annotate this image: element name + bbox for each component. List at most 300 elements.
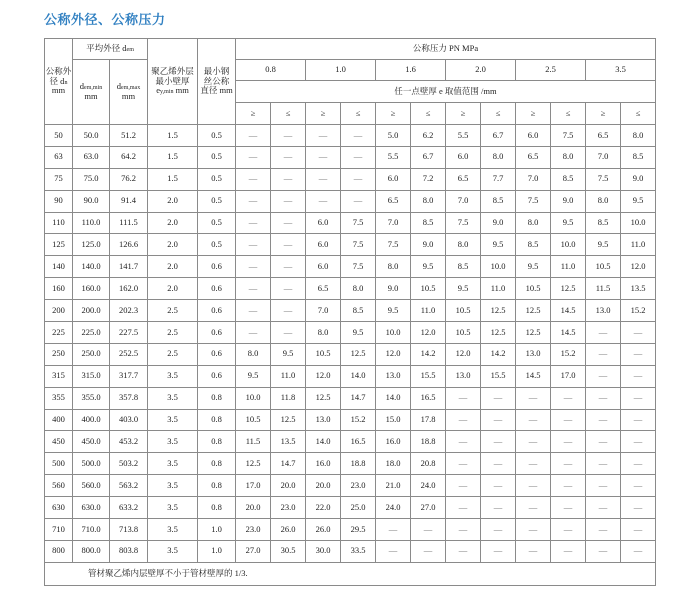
table-cell: 13.0 bbox=[446, 365, 481, 387]
table-cell: 252.5 bbox=[110, 343, 148, 365]
table-cell: 25.0 bbox=[341, 497, 376, 519]
table-cell: 713.8 bbox=[110, 519, 148, 541]
table-cell: 9.5 bbox=[481, 234, 516, 256]
table-cell: 12.5 bbox=[551, 278, 586, 300]
table-cell: — bbox=[271, 234, 306, 256]
table-cell: 141.7 bbox=[110, 256, 148, 278]
table-cell: 355.0 bbox=[73, 387, 110, 409]
table-cell: 2.5 bbox=[148, 322, 198, 344]
table-cell: 8.5 bbox=[586, 212, 621, 234]
table-cell: 14.5 bbox=[551, 322, 586, 344]
table-cell: 90.0 bbox=[73, 190, 110, 212]
table-cell: — bbox=[271, 278, 306, 300]
table-cell: 15.2 bbox=[341, 409, 376, 431]
table-cell: 11.5 bbox=[586, 278, 621, 300]
table-cell: 8.0 bbox=[481, 146, 516, 168]
table-cell: 315.0 bbox=[73, 365, 110, 387]
table-cell: 10.0 bbox=[236, 387, 271, 409]
table-cell: 9.5 bbox=[621, 190, 656, 212]
table-cell: 26.0 bbox=[306, 519, 341, 541]
table-cell: 125.0 bbox=[73, 234, 110, 256]
table-cell: 91.4 bbox=[110, 190, 148, 212]
table-cell: 51.2 bbox=[110, 125, 148, 147]
table-cell: 10.0 bbox=[551, 234, 586, 256]
table-cell: 15.2 bbox=[551, 343, 586, 365]
table-cell: 503.2 bbox=[110, 453, 148, 475]
table-cell: 23.0 bbox=[271, 497, 306, 519]
table-cell: 0.6 bbox=[198, 278, 236, 300]
table-cell: 15.0 bbox=[376, 409, 411, 431]
table-cell: 250 bbox=[45, 343, 73, 365]
table-cell: 14.2 bbox=[481, 343, 516, 365]
table-cell: — bbox=[516, 431, 551, 453]
table-cell: 630 bbox=[45, 497, 73, 519]
table-cell: 11.5 bbox=[236, 431, 271, 453]
table-row bbox=[45, 300, 656, 322]
table-cell: — bbox=[516, 387, 551, 409]
table-cell: 7.5 bbox=[376, 234, 411, 256]
table-cell: 3.5 bbox=[148, 453, 198, 475]
table-cell: 9.5 bbox=[376, 300, 411, 322]
table-cell: 10.5 bbox=[516, 278, 551, 300]
table-cell: 26.0 bbox=[271, 519, 306, 541]
table-cell: 126.6 bbox=[110, 234, 148, 256]
table-cell: 0.6 bbox=[198, 300, 236, 322]
table-cell: 630.0 bbox=[73, 497, 110, 519]
table-cell: — bbox=[236, 146, 271, 168]
table-cell: 225 bbox=[45, 322, 73, 344]
table-cell: 11.8 bbox=[271, 387, 306, 409]
table-cell: — bbox=[516, 519, 551, 541]
table-cell: 500.0 bbox=[73, 453, 110, 475]
table-cell: 2.5 bbox=[148, 343, 198, 365]
table-cell: 0.5 bbox=[198, 212, 236, 234]
table-cell: 3.5 bbox=[148, 497, 198, 519]
table-cell: 8.0 bbox=[516, 212, 551, 234]
table-cell: 64.2 bbox=[110, 146, 148, 168]
table-cell: 7.5 bbox=[586, 168, 621, 190]
table-cell: — bbox=[341, 125, 376, 147]
table-cell: 7.5 bbox=[341, 212, 376, 234]
table-cell: — bbox=[341, 146, 376, 168]
table-row bbox=[45, 322, 656, 344]
table-cell: 8.0 bbox=[341, 278, 376, 300]
table-row bbox=[45, 125, 656, 147]
table-cell: 6.5 bbox=[306, 278, 341, 300]
table-cell: 6.7 bbox=[411, 146, 446, 168]
table-cell: 15.5 bbox=[481, 365, 516, 387]
table-cell: — bbox=[271, 190, 306, 212]
table-cell: 12.5 bbox=[481, 322, 516, 344]
table-cell: 13.0 bbox=[586, 300, 621, 322]
header-wall-range: 任一点壁厚 e 取值范围 /mm bbox=[236, 81, 656, 103]
table-cell: 18.8 bbox=[341, 453, 376, 475]
table-cell: — bbox=[306, 168, 341, 190]
table-cell: 16.0 bbox=[306, 453, 341, 475]
table-cell: 10.5 bbox=[236, 409, 271, 431]
min-symbol: ≥ bbox=[306, 103, 341, 125]
table-cell: — bbox=[621, 365, 656, 387]
header-avg-od: 平均外径 dem bbox=[73, 39, 148, 60]
table-cell: 2.5 bbox=[148, 300, 198, 322]
table-cell: 8.5 bbox=[621, 146, 656, 168]
table-cell: 800.0 bbox=[73, 540, 110, 562]
table-cell: — bbox=[481, 387, 516, 409]
min-symbol: ≥ bbox=[516, 103, 551, 125]
min-symbol: ≥ bbox=[586, 103, 621, 125]
table-cell: — bbox=[341, 168, 376, 190]
max-symbol: ≤ bbox=[341, 103, 376, 125]
table-cell: — bbox=[516, 453, 551, 475]
page-title: 公称外径、公称压力 bbox=[44, 13, 166, 28]
table-cell: 111.5 bbox=[110, 212, 148, 234]
table-cell: — bbox=[271, 256, 306, 278]
table-cell: — bbox=[586, 519, 621, 541]
footnote: 管材聚乙烯内层壁厚不小于管材壁厚的 1/3. bbox=[45, 562, 656, 585]
table-cell: — bbox=[236, 278, 271, 300]
table-cell: 1.0 bbox=[198, 540, 236, 562]
table-cell: 0.8 bbox=[198, 387, 236, 409]
table-cell: — bbox=[236, 168, 271, 190]
table-cell: 8.5 bbox=[481, 190, 516, 212]
table-row bbox=[45, 497, 656, 519]
table-row bbox=[45, 146, 656, 168]
table-cell: 200 bbox=[45, 300, 73, 322]
table-cell: — bbox=[446, 497, 481, 519]
table-cell: 8.5 bbox=[411, 212, 446, 234]
table-cell: 400 bbox=[45, 409, 73, 431]
table-cell: 12.0 bbox=[411, 322, 446, 344]
table-cell: — bbox=[586, 365, 621, 387]
table-cell: 8.5 bbox=[341, 300, 376, 322]
table-cell: — bbox=[621, 431, 656, 453]
table-cell: 12.5 bbox=[271, 409, 306, 431]
table-cell: — bbox=[446, 475, 481, 497]
table-cell: — bbox=[551, 431, 586, 453]
table-cell: 0.8 bbox=[198, 431, 236, 453]
table-cell: 0.8 bbox=[198, 475, 236, 497]
table-cell: 17.0 bbox=[551, 365, 586, 387]
table-cell: 22.0 bbox=[306, 497, 341, 519]
table-cell: 0.8 bbox=[198, 453, 236, 475]
table-cell: — bbox=[621, 322, 656, 344]
table-cell: 12.0 bbox=[446, 343, 481, 365]
table-cell: 7.0 bbox=[586, 146, 621, 168]
table-row bbox=[45, 431, 656, 453]
table-cell: 6.5 bbox=[446, 168, 481, 190]
table-cell: — bbox=[516, 409, 551, 431]
table-row bbox=[45, 168, 656, 190]
max-symbol: ≤ bbox=[621, 103, 656, 125]
table-cell: 20.8 bbox=[411, 453, 446, 475]
table-cell: 162.0 bbox=[110, 278, 148, 300]
table-cell: — bbox=[236, 322, 271, 344]
table-cell: 3.5 bbox=[148, 519, 198, 541]
table-cell: — bbox=[411, 519, 446, 541]
table-cell: 13.0 bbox=[376, 365, 411, 387]
table-row bbox=[45, 540, 656, 562]
table-row bbox=[45, 365, 656, 387]
table-cell: 16.5 bbox=[411, 387, 446, 409]
table-cell: 14.7 bbox=[271, 453, 306, 475]
table-cell: — bbox=[236, 300, 271, 322]
table-row bbox=[45, 234, 656, 256]
table-cell: 50.0 bbox=[73, 125, 110, 147]
table-cell: 315 bbox=[45, 365, 73, 387]
table-row bbox=[45, 278, 656, 300]
header-dmax: dem,max mm bbox=[110, 60, 148, 125]
table-cell: — bbox=[446, 387, 481, 409]
table-cell: 9.0 bbox=[376, 278, 411, 300]
table-cell: 12.5 bbox=[236, 453, 271, 475]
table-cell: 9.0 bbox=[551, 190, 586, 212]
table-cell: 10.5 bbox=[446, 300, 481, 322]
table-cell: 7.5 bbox=[516, 190, 551, 212]
table-row bbox=[45, 475, 656, 497]
table-cell: 140.0 bbox=[73, 256, 110, 278]
table-cell: 15.2 bbox=[621, 300, 656, 322]
table-cell: 710 bbox=[45, 519, 73, 541]
table-cell: 10.5 bbox=[446, 322, 481, 344]
table-cell: 1.0 bbox=[198, 519, 236, 541]
table-cell: 8.5 bbox=[516, 234, 551, 256]
table-cell: 6.0 bbox=[516, 125, 551, 147]
table-cell: 140 bbox=[45, 256, 73, 278]
table-cell: 5.5 bbox=[446, 125, 481, 147]
table-cell: 357.8 bbox=[110, 387, 148, 409]
table-cell: 13.5 bbox=[621, 278, 656, 300]
table-cell: 21.0 bbox=[376, 475, 411, 497]
table-cell: 0.6 bbox=[198, 322, 236, 344]
table-cell: 76.2 bbox=[110, 168, 148, 190]
max-symbol: ≤ bbox=[271, 103, 306, 125]
table-cell: 8.0 bbox=[621, 125, 656, 147]
table-cell: 12.5 bbox=[341, 343, 376, 365]
table-cell: 450 bbox=[45, 431, 73, 453]
table-cell: 17.0 bbox=[236, 475, 271, 497]
table-cell: 6.7 bbox=[481, 125, 516, 147]
table-cell: — bbox=[586, 497, 621, 519]
header-steel-wire: 最小钢 丝公称 直径 mm bbox=[198, 39, 236, 125]
table-cell: 2.0 bbox=[148, 234, 198, 256]
table-cell: 0.5 bbox=[198, 234, 236, 256]
table-cell: 20.0 bbox=[306, 475, 341, 497]
table-cell: — bbox=[481, 409, 516, 431]
table-cell: 27.0 bbox=[236, 540, 271, 562]
table-cell: 13.0 bbox=[306, 409, 341, 431]
table-cell: — bbox=[621, 387, 656, 409]
table-cell: 403.0 bbox=[110, 409, 148, 431]
table-cell: 0.5 bbox=[198, 190, 236, 212]
table-cell: 12.5 bbox=[306, 387, 341, 409]
table-cell: 11.0 bbox=[621, 234, 656, 256]
table-cell: 8.0 bbox=[446, 234, 481, 256]
table-cell: 16.5 bbox=[341, 431, 376, 453]
table-cell: 12.5 bbox=[516, 300, 551, 322]
table-cell: — bbox=[481, 475, 516, 497]
table-cell: — bbox=[306, 190, 341, 212]
table-row bbox=[45, 343, 656, 365]
table-cell: — bbox=[551, 453, 586, 475]
table-cell: 7.2 bbox=[411, 168, 446, 190]
table-cell: 15.5 bbox=[411, 365, 446, 387]
table-cell: — bbox=[621, 497, 656, 519]
min-symbol: ≥ bbox=[446, 103, 481, 125]
header-dmin: dem,min mm bbox=[73, 60, 110, 125]
table-row bbox=[45, 387, 656, 409]
table-cell: 225.0 bbox=[73, 322, 110, 344]
table-cell: 563.2 bbox=[110, 475, 148, 497]
table-cell: — bbox=[621, 343, 656, 365]
table-cell: 7.0 bbox=[516, 168, 551, 190]
table-cell: 12.0 bbox=[376, 343, 411, 365]
table-cell: 30.0 bbox=[306, 540, 341, 562]
table-cell: 10.5 bbox=[586, 256, 621, 278]
table-cell: 2.0 bbox=[148, 190, 198, 212]
table-cell: — bbox=[481, 453, 516, 475]
table-cell: 560.0 bbox=[73, 475, 110, 497]
table-cell: — bbox=[586, 409, 621, 431]
table-cell: — bbox=[271, 322, 306, 344]
table-cell: 8.0 bbox=[236, 343, 271, 365]
table-cell: 11.0 bbox=[271, 365, 306, 387]
table-cell: 1.5 bbox=[148, 168, 198, 190]
table-cell: 7.5 bbox=[341, 256, 376, 278]
table-cell: 110.0 bbox=[73, 212, 110, 234]
table-cell: 14.0 bbox=[341, 365, 376, 387]
table-cell: 18.8 bbox=[411, 431, 446, 453]
table-cell: — bbox=[411, 540, 446, 562]
table-cell: — bbox=[236, 212, 271, 234]
table-cell: 400.0 bbox=[73, 409, 110, 431]
table-cell: — bbox=[376, 540, 411, 562]
table-cell: — bbox=[586, 343, 621, 365]
table-cell: 227.5 bbox=[110, 322, 148, 344]
table-cell: 7.5 bbox=[446, 212, 481, 234]
table-cell: 803.8 bbox=[110, 540, 148, 562]
table-cell: 9.5 bbox=[271, 343, 306, 365]
max-symbol: ≤ bbox=[481, 103, 516, 125]
table-cell: — bbox=[551, 387, 586, 409]
table-cell: 14.7 bbox=[341, 387, 376, 409]
table-cell: 9.5 bbox=[411, 256, 446, 278]
table-cell: — bbox=[236, 256, 271, 278]
table-cell: 18.0 bbox=[376, 453, 411, 475]
table-cell: 202.3 bbox=[110, 300, 148, 322]
table-cell: — bbox=[586, 475, 621, 497]
table-cell: 23.0 bbox=[236, 519, 271, 541]
table-cell: 8.0 bbox=[376, 256, 411, 278]
table-row bbox=[45, 256, 656, 278]
table-cell: 7.7 bbox=[481, 168, 516, 190]
table-cell: 3.5 bbox=[148, 540, 198, 562]
table-cell: 5.5 bbox=[376, 146, 411, 168]
table-cell: 9.5 bbox=[551, 212, 586, 234]
table-cell: 0.6 bbox=[198, 365, 236, 387]
table-cell: — bbox=[621, 409, 656, 431]
spec-table bbox=[44, 38, 656, 586]
table-cell: 10.0 bbox=[481, 256, 516, 278]
table-cell: — bbox=[621, 519, 656, 541]
table-cell: 0.8 bbox=[198, 409, 236, 431]
table-cell: 6.0 bbox=[376, 168, 411, 190]
table-cell: — bbox=[446, 453, 481, 475]
min-symbol: ≥ bbox=[236, 103, 271, 125]
table-row bbox=[45, 453, 656, 475]
table-cell: 2.0 bbox=[148, 256, 198, 278]
table-cell: 14.5 bbox=[551, 300, 586, 322]
table-cell: — bbox=[481, 519, 516, 541]
table-cell: — bbox=[551, 497, 586, 519]
table-cell: — bbox=[516, 540, 551, 562]
table-cell: 3.5 bbox=[148, 409, 198, 431]
table-cell: 14.0 bbox=[306, 431, 341, 453]
table-cell: 9.5 bbox=[446, 278, 481, 300]
table-cell: 7.5 bbox=[551, 125, 586, 147]
table-cell: — bbox=[586, 431, 621, 453]
table-cell: — bbox=[376, 519, 411, 541]
table-cell: — bbox=[271, 125, 306, 147]
header-nominal-od: 公称外 径 dn mm bbox=[45, 39, 73, 125]
pressure-level: 0.8 bbox=[236, 60, 306, 81]
max-symbol: ≤ bbox=[411, 103, 446, 125]
table-cell: 12.0 bbox=[621, 256, 656, 278]
pressure-level: 2.5 bbox=[516, 60, 586, 81]
table-cell: 6.0 bbox=[446, 146, 481, 168]
table-cell: 2.0 bbox=[148, 212, 198, 234]
table-cell: — bbox=[586, 453, 621, 475]
table-cell: 317.7 bbox=[110, 365, 148, 387]
table-cell: 11.0 bbox=[481, 278, 516, 300]
table-cell: 355 bbox=[45, 387, 73, 409]
table-cell: — bbox=[551, 475, 586, 497]
header-pressure: 公称压力 PN MPa bbox=[236, 39, 656, 60]
table-cell: 30.5 bbox=[271, 540, 306, 562]
table-cell: 110 bbox=[45, 212, 73, 234]
table-cell: 17.8 bbox=[411, 409, 446, 431]
table-cell: — bbox=[551, 540, 586, 562]
table-cell: — bbox=[341, 190, 376, 212]
table-cell: 250.0 bbox=[73, 343, 110, 365]
table-cell: 6.2 bbox=[411, 125, 446, 147]
table-cell: 11.0 bbox=[551, 256, 586, 278]
table-cell: 6.5 bbox=[376, 190, 411, 212]
table-cell: — bbox=[446, 519, 481, 541]
table-row bbox=[45, 212, 656, 234]
table-cell: 0.5 bbox=[198, 125, 236, 147]
table-cell: 20.0 bbox=[271, 475, 306, 497]
table-cell: — bbox=[446, 409, 481, 431]
table-cell: 20.0 bbox=[236, 497, 271, 519]
table-cell: — bbox=[551, 409, 586, 431]
table-cell: — bbox=[516, 475, 551, 497]
table-cell: 13.5 bbox=[271, 431, 306, 453]
table-cell: 5.0 bbox=[376, 125, 411, 147]
table-cell: 6.5 bbox=[586, 125, 621, 147]
table-cell: 75.0 bbox=[73, 168, 110, 190]
pressure-level: 3.5 bbox=[586, 60, 656, 81]
table-cell: 11.0 bbox=[411, 300, 446, 322]
table-cell: 3.5 bbox=[148, 387, 198, 409]
table-cell: 0.6 bbox=[198, 343, 236, 365]
table-cell: — bbox=[516, 497, 551, 519]
table-cell: 0.5 bbox=[198, 146, 236, 168]
table-cell: 125 bbox=[45, 234, 73, 256]
table-cell: — bbox=[621, 475, 656, 497]
table-cell: — bbox=[271, 168, 306, 190]
table-cell: 10.0 bbox=[621, 212, 656, 234]
table-cell: 9.0 bbox=[411, 234, 446, 256]
